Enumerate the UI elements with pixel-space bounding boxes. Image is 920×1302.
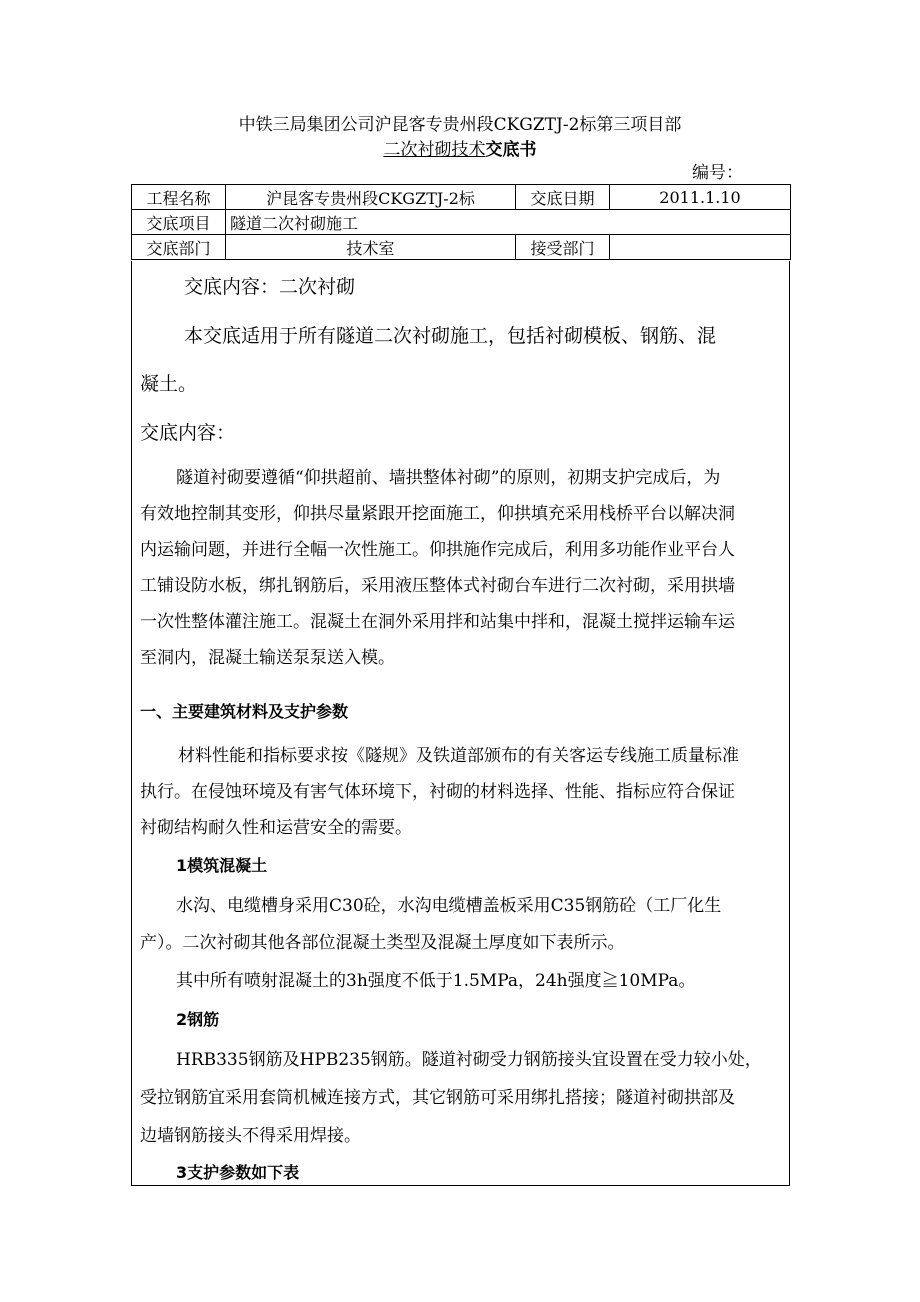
paragraph-2-line-3: 衬砌结构耐久性和运营安全的需要。 [140, 818, 412, 838]
document-title [0, 139, 920, 161]
subsection-1-heading: 1模筑混凝土 [176, 856, 268, 875]
paragraph-3-line-2: 产）。二次衬砌其他各部位混凝土类型及混凝土厚度如下表所示。 [140, 933, 625, 953]
dept-label: 交底部门 [132, 235, 226, 260]
scope-line-1: 本交底适用于所有隧道二次衬砌施工，包括衬砌模板、钢筋、混 [184, 325, 717, 347]
info-row-project [132, 185, 791, 210]
paragraph-3-line-3: 其中所有喷射混凝土的3h强度不低于1.5MPa，24h强度≧10MPa。 [176, 971, 696, 991]
paragraph-1-line-2: 有效地控制其变形，仰拱尽量紧跟开挖面施工，仰拱填充采用栈桥平台以解决洞 [140, 504, 735, 524]
info-row-item [132, 210, 791, 235]
content-box [131, 261, 790, 1186]
subsection-3-heading: 3支护参数如下表 [176, 1163, 300, 1182]
paragraph-2-line-2: 执行。在侵蚀环境及有害气体环境下，衬砌的材料选择、性能、指标应符合保证 [140, 782, 735, 802]
organization-title: 中铁三局集团公司沪昆客专贵州段CKGZTJ-2标第三项目部 [238, 115, 682, 135]
paragraph-1-line-6: 至洞内，混凝土输送泵泵送入模。 [140, 648, 395, 668]
paragraph-3-line-1: 水沟、电缆槽身采用C30砼，水沟电缆槽盖板采用C35钢筋砼（工厂化生 [176, 896, 722, 916]
dept-value: 技术室 [226, 235, 516, 260]
info-table [131, 184, 791, 260]
scope-line-2: 凝土。 [140, 373, 198, 395]
item-value: 隧道二次衬砌施工 [226, 210, 791, 235]
content-heading: 交底内容：二次衬砌 [184, 276, 356, 298]
project-name-value: 沪昆客专贵州段CKGZTJ-2标 [226, 185, 516, 210]
info-row-dept [132, 235, 791, 260]
paragraph-1-line-5: 一次性整体灌注施工。混凝土在洞外采用拌和站集中拌和，混凝土搅拌运输车运 [140, 612, 735, 632]
paragraph-4-line-3: 边墙钢筋接头不得采用焊接。 [140, 1126, 361, 1146]
item-label: 交底项目 [132, 210, 226, 235]
date-label: 交底日期 [516, 185, 610, 210]
project-name-label: 工程名称 [132, 185, 226, 210]
document-title-underlined: 二次衬砌技术 [383, 140, 486, 160]
paragraph-1-line-1: 隧道衬砌要遵循“仰拱超前、墙拱整体衬砌”的原则，初期支护完成后，为 [176, 468, 721, 488]
document-number-label: 编号： [692, 163, 743, 183]
document-title-bold: 交底书 [485, 140, 537, 160]
paragraph-4-line-1: HRB335钢筋及HPB235钢筋。隧道衬砌受力钢筋接头宜设置在受力较小处， [176, 1050, 762, 1070]
date-value: 2011.1.10 [610, 185, 791, 210]
section-1-heading: 一、主要建筑材料及支护参数 [140, 702, 349, 721]
subsection-2-heading: 2钢筋 [176, 1010, 220, 1029]
receiver-value [610, 235, 791, 260]
paragraph-1-line-3: 内运输问题，并进行全幅一次性施工。仰拱施作完成后，利用多功能作业平台人 [140, 540, 735, 560]
paragraph-1-line-4: 工铺设防水板，绑扎钢筋后，采用液压整体式衬砌台车进行二次衬砌，采用拱墙 [140, 576, 735, 596]
content-subheading: 交底内容： [140, 422, 236, 444]
paragraph-2-line-1: 材料性能和指标要求按《隧规》及铁道部颁布的有关客运专线施工质量标准 [178, 746, 739, 766]
paragraph-4-line-2: 受拉钢筋宜采用套筒机械连接方式，其它钢筋可采用绑扎搭接；隧道衬砌拱部及 [140, 1088, 735, 1108]
receiver-label: 接受部门 [516, 235, 610, 260]
